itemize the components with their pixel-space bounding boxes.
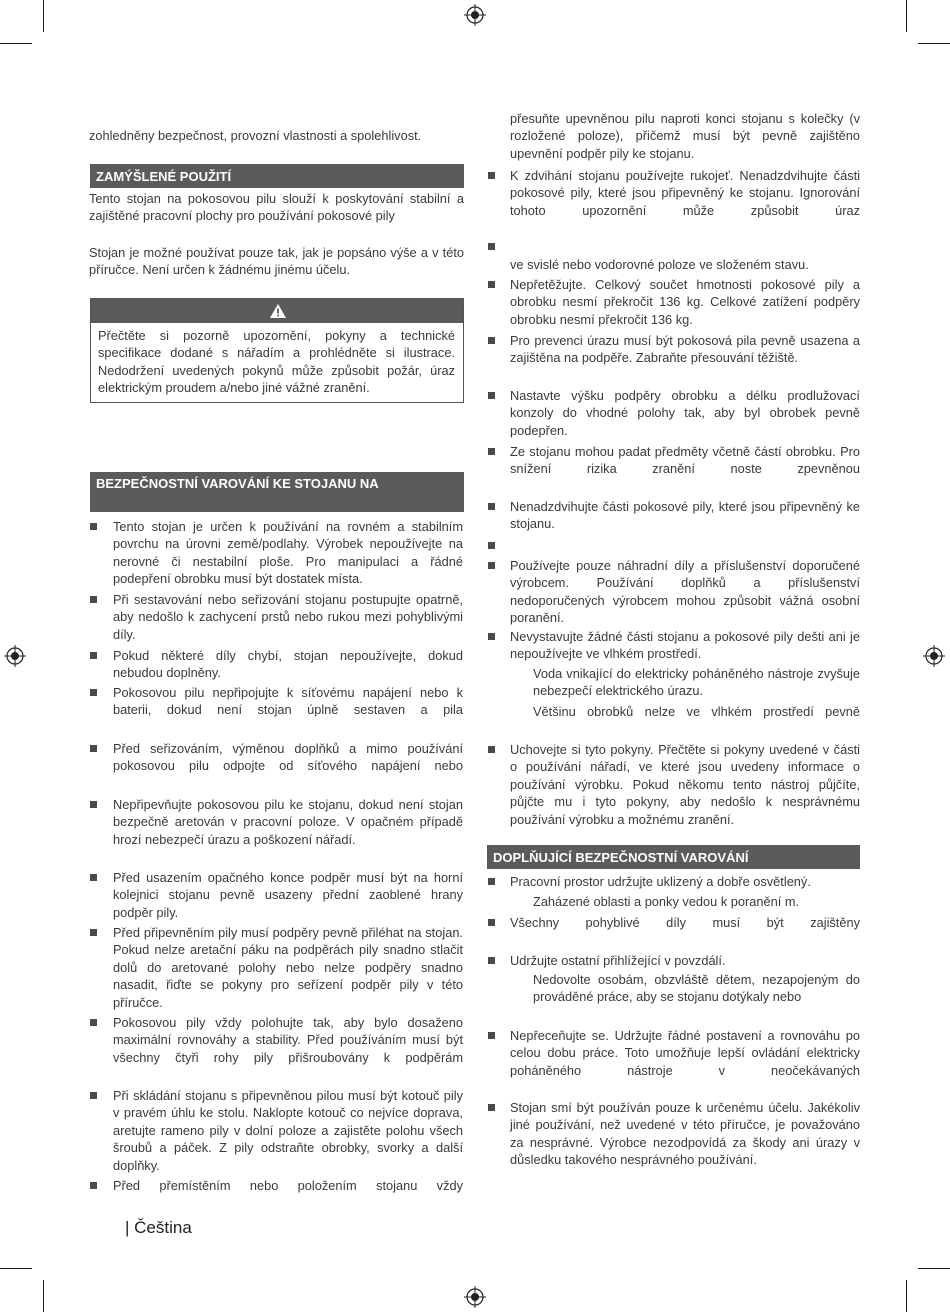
list-item-note: Nedovolte osobám, obzvláště dětem, nezapojeným do prováděné práce, aby se stojanu dotýkaly nebo xyxy=(533,972,860,1005)
intended-use-paragraph: Tento stojan na pokosovou pilu slouží k poskytování stabilní a zajištěné pracovní plochy pro používání pokosové pily xyxy=(89,191,464,224)
bullet xyxy=(90,1092,97,1099)
bullet xyxy=(488,1032,495,1039)
bullet xyxy=(488,243,495,250)
list-item: Nenadzdvihujte části pokosové pily, které jsou připevněný ke stojanu. xyxy=(510,499,860,532)
list-item: Nepřetěžujte. Celkový součet hmotnosti pokosové pily a obrobku nesmí překročit 136 kg. Celkové zatížení podpěry obrobku nesmí překročit 136 kg. xyxy=(510,277,860,327)
bullet xyxy=(90,1019,97,1026)
bullet xyxy=(488,542,495,549)
list-item-note: Voda vnikající do elektricky poháněného nástroje zvyšuje nebezpečí elektrického úrazu. xyxy=(533,666,860,699)
list-item: Nepřeceňujte se. Udržujte řádné postavení a rovnováhu po celou dobu práce. Toto umožňuje lepší ovládání elektricky poháněného nástroje v neočekávaných xyxy=(510,1028,860,1078)
crop-mark xyxy=(43,0,44,32)
registration-mark-icon xyxy=(4,645,26,667)
bullet xyxy=(488,746,495,753)
crop-mark xyxy=(0,43,32,44)
crop-mark xyxy=(918,43,950,44)
list-item: Stojan smí být používán pouze k určenému účelu. Jakékoliv jiné používání, než uvedené v této příručce, je považováno za nesprávné. Výrobce nezodpovídá za škody ani úrazy v důsledku takového nesprávného používání. xyxy=(510,1100,860,1168)
stand-safety-heading: BEZPEČNOSTNÍ VAROVÁNÍ KE STOJANU NA xyxy=(90,472,464,512)
bullet xyxy=(488,878,495,885)
list-item: Všechny pohyblivé díly musí být zajištěny xyxy=(510,915,860,930)
list-item: Pokud některé díly chybí, stojan nepoužívejte, dokud nebudou doplněny. xyxy=(113,648,463,681)
crop-mark xyxy=(0,1268,32,1269)
list-item: Používejte pouze náhradní díly a příslušenství doporučené výrobcem. Používání doplňků a příslušenství nedoporučených výrobcem mohou způsobit vážná osobní poranění. xyxy=(510,558,860,626)
list-item: Nastavte výšku podpěry obrobku a délku prodlužovací konzoly do vhodné polohy tak, aby byl obrobek pevně podepřen. xyxy=(510,388,860,438)
bullet xyxy=(90,596,97,603)
bullet xyxy=(90,689,97,696)
bullet xyxy=(488,919,495,926)
list-item: Před usazením opačného konce podpěr musí být na horní kolejnici stojanu pevně usazeny přední zaoblené hrany podpěr pily. xyxy=(113,870,463,920)
list-item: Před přemístěním nebo položením stojanu vždy xyxy=(113,1178,463,1193)
list-item: Uchovejte si tyto pokyny. Přečtěte si pokyny uvedené v části o používání nářadí, ve které jsou uvedeny informace o používání výrobku. Pokud někomu tento nástroj půjčíte, půjčte mu i tyto pokyny, aby nedošlo k nesprávnému používání výrobku a možnému zranění. xyxy=(510,742,860,827)
bullet xyxy=(90,523,97,530)
intro-text: zohledněny bezpečnost, provozní vlastnosti a spolehlivost. xyxy=(89,128,422,143)
bullet xyxy=(90,874,97,881)
registration-mark-icon xyxy=(464,4,486,26)
registration-mark-icon xyxy=(464,1286,486,1308)
list-item-continued: ve svislé nebo vodorovné poloze ve složeném stavu. xyxy=(510,257,809,272)
list-item: Ze stojanu mohou padat předměty včetně částí obrobku. Pro snížení rizika zranění noste zpevněnou xyxy=(510,444,860,477)
list-item: Před připevněním pily musí podpěry pevně přiléhat na stojan. Pokud nelze aretační páku na podpěrách pily snadno stlačit dolů do aretované polohy nebo nelze podpěry snadno nasadit, řiďte se pokyny pro seřízení podpěr pily v této příručce. xyxy=(113,925,463,1010)
bullet xyxy=(488,337,495,344)
bullet xyxy=(488,633,495,640)
bullet xyxy=(90,745,97,752)
list-item: Před seřizováním, výměnou doplňků a mimo používání pokosovou pilu odpojte od síťového napájení nebo xyxy=(113,741,463,774)
crop-mark xyxy=(43,1280,44,1312)
list-item: Pokosovou pilu nepřipojujte k síťovému napájení nebo k baterii, dokud není stojan úplně sestaven a pila xyxy=(113,685,463,718)
bullet xyxy=(488,957,495,964)
list-item-note: Zaházené oblasti a ponky vedou k poranění m. xyxy=(533,894,800,909)
warning-text: Přečtěte si pozorně upozornění, pokyny a technické specifikace dodané s nářadím a prohlédněte si ilustrace. Nedodržení uvedených pokynů může způsobit požár, úraz elektrickým proudem a/nebo jiné vážné zranění. xyxy=(98,328,455,396)
bullet xyxy=(90,801,97,808)
list-item: Pro prevenci úrazu musí být pokosová pila pevně usazena a zajištěna na podpěře. Zabraňte přesouvání těžiště. xyxy=(510,333,860,366)
footer-language: | Čeština xyxy=(125,1218,192,1237)
list-item: Tento stojan je určen k používání na rovném a stabilním povrchu na úrovni země/podlahy. Výrobek nepoužívejte na nerovné či nestabilní ploše. Pro manipulaci a řádné podepření obrobku musí být dostatek místa. xyxy=(113,519,463,587)
list-item: K zdvihání stojanu používejte rukojeť. Nenadzdvihujte části pokosové pily, které jsou připevněný ke stojanu. Ignorování tohoto upozornění může způsobit úraz xyxy=(510,168,860,218)
bullet xyxy=(90,1182,97,1189)
list-item: Při sestavování nebo seřizování stojanu postupujte opatrně, aby nedošlo k zachycení prstů nebo rukou mezi pohyblivými díly. xyxy=(113,592,463,642)
registration-mark-icon xyxy=(923,645,945,667)
list-item-note: Většinu obrobků nelze ve vlhkém prostředí pevně xyxy=(533,704,860,719)
intended-use-heading: ZAMÝŠLENÉ POUŽITÍ xyxy=(90,164,464,188)
warning-box-header xyxy=(91,299,463,323)
crop-mark xyxy=(918,1268,950,1269)
crop-mark xyxy=(906,1280,907,1312)
bullet xyxy=(488,562,495,569)
bullet xyxy=(488,281,495,288)
list-item: Při skládání stojanu s připevněnou pilou musí být kotouč pily v pravém úhlu ke stolu. Naklopte kotouč co nejvíce doprava, aretujte rameno pily v dolní poloze a zajistěte polohu všech šroubů a páček. Z pily odstraňte obrobky, svorky a další doplňky. xyxy=(113,1088,463,1173)
intended-use-paragraph: Stojan je možné používat pouze tak, jak je popsáno výše a v této příručce. Není určen k žádnému jinému účelu. xyxy=(89,245,464,278)
bullet xyxy=(90,652,97,659)
list-item: Nepřipevňujte pokosovou pilu ke stojanu, dokud není stojan bezpečně aretován v pracovní poloze. V opačném případě hrozí nebezpečí úrazu a poškození nářadí. xyxy=(113,797,463,847)
list-item: Pracovní prostor udržujte uklizený a dobře osvětlený. xyxy=(510,874,811,889)
list-item: Pokosovou pily vždy polohujte tak, aby bylo dosaženo maximální rovnováhy a stability. Před používáním musí být všechny čtyři rohy pily přišroubovány k podpěrám xyxy=(113,1015,463,1065)
bullet xyxy=(488,392,495,399)
crop-mark xyxy=(906,0,907,32)
list-item: Udržujte ostatní přihlížející v povzdálí. xyxy=(510,953,726,968)
bullet xyxy=(488,448,495,455)
continued-text: přesuňte upevněnou pilu naproti konci stojanu s kolečky (v rozložené poloze), přičemž musí být pevně zajištěno upevnění podpěr pily ke stojanu. xyxy=(510,111,860,161)
warning-box xyxy=(90,298,464,403)
bullet xyxy=(488,172,495,179)
warning-triangle-icon xyxy=(269,303,287,319)
additional-safety-heading: DOPLŇUJÍCÍ BEZPEČNOSTNÍ VAROVÁNÍ xyxy=(487,845,860,869)
bullet xyxy=(90,929,97,936)
bullet xyxy=(488,503,495,510)
list-item: Nevystavujte žádné části stojanu a pokosové pily dešti ani je nepoužívejte ve vlhkém prostředí. xyxy=(510,629,860,662)
bullet xyxy=(488,1104,495,1111)
